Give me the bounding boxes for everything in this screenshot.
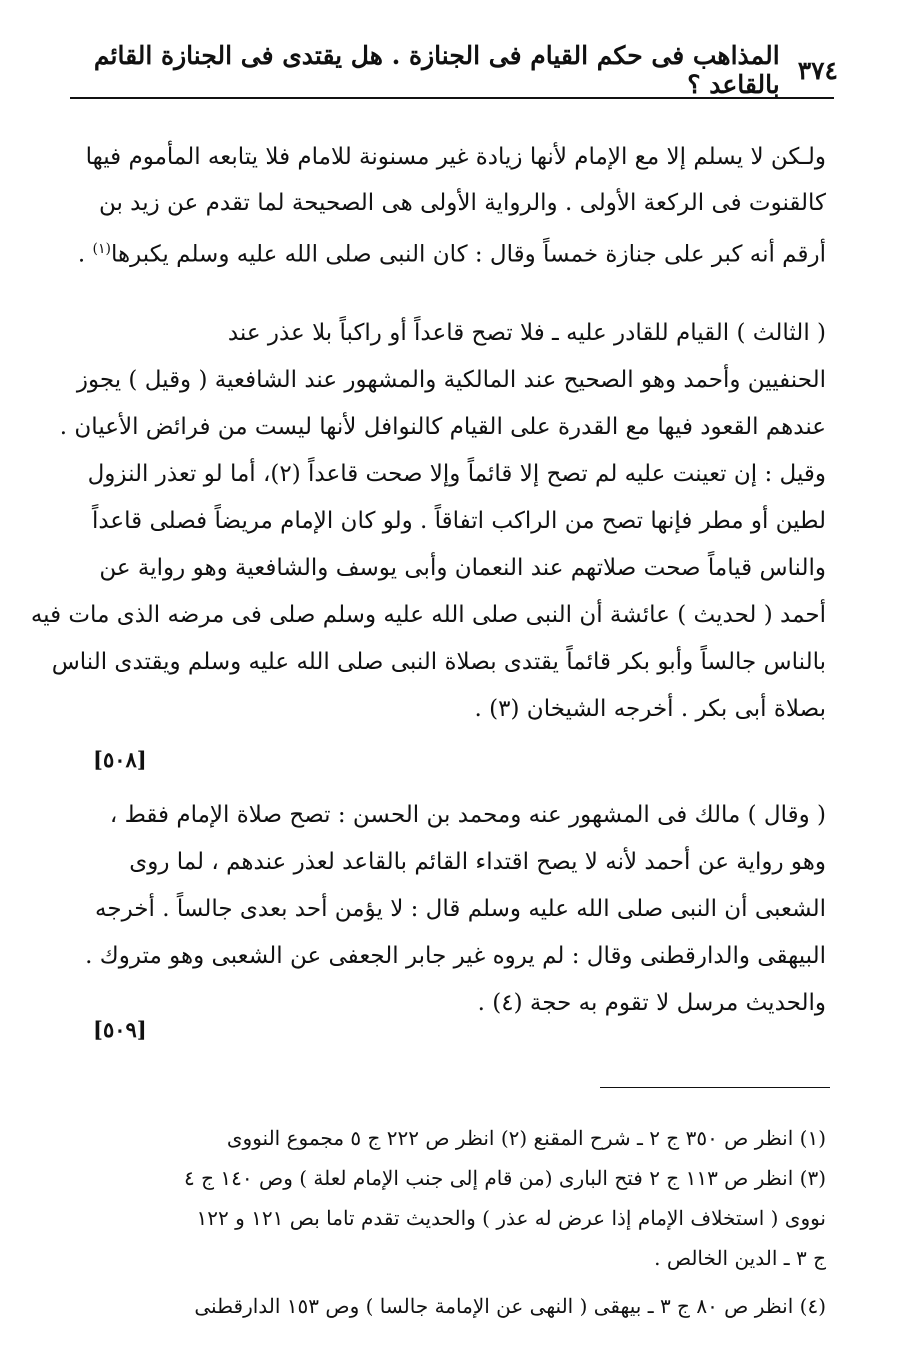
- paragraph-2: [30, 310, 826, 733]
- footnote: ج ٣ ـ الدين الخالص .: [654, 1246, 826, 1270]
- header-title: المذاهب فى حكم القيام فى الجنازة . هل يقتدى فى الجنازة القائم بالقاعد ؟: [93, 41, 780, 99]
- text-line-content: أرقم أنه كبر على جنازة خمساً وقال : كان النبى صلى الله عليه وسلم يكبرها: [110, 241, 826, 268]
- text-line: [77, 226, 826, 278]
- text-line: والحديث مرسل لا تقوم به حجة (٤) .: [477, 990, 826, 1016]
- text-line: والناس قياماً صحت صلاتهم عند النعمان وأبى يوسف والشافعية وهو رواية عن: [99, 555, 826, 581]
- running-header: [78, 41, 838, 99]
- footnote-rule: [600, 1087, 830, 1088]
- text-line: لطين أو مطر فإنها تصح من الراكب اتفاقاً . ولو كان الإمام مريضاً فصلى قاعداً: [91, 508, 826, 534]
- text-line: البيهقى والدارقطنى وقال : لم يروه غير جابر الجعفى عن الشعبى وهو متروك .: [85, 943, 826, 969]
- header-rule: [70, 97, 834, 99]
- text-line: بالناس جالساً وأبو بكر قائماً يقتدى بصلاة النبى صلى الله عليه وسلم ويقتدى الناس: [51, 649, 826, 675]
- text-line: ولـكن لا يسلم إلا مع الإمام لأنها زيادة غير مسنونة للامام فلا يتابعه المأموم فيها: [85, 144, 826, 170]
- text-line: ( وقال ) مالك فى المشهور عنه ومحمد بن الحسن : تصح صلاة الإمام فقط ،: [109, 802, 826, 828]
- text-line: الحنفيين وأحمد وهو الصحيح عند المالكية والمشهور عند الشافعية ( وقيل ) يجوز: [76, 367, 826, 393]
- page-number: ٣٧٤: [797, 55, 838, 85]
- text-line: وقيل : إن تعينت عليه لم تصح إلا قائماً وإلا صحت قاعداً (٢)، أما لو تعذر النزول: [87, 461, 826, 487]
- footnote-ref: (١): [92, 241, 111, 257]
- paragraph-3: [86, 792, 826, 1027]
- paragraph-number: [٥٠٨]: [93, 747, 147, 772]
- footnote: نووى ( استخلاف الإمام إذا عرض له عذر ) والحديث تقدم تاما بص ١٢١ و ١٢٢: [196, 1206, 826, 1230]
- paragraph-number: [٥٠٩]: [93, 1017, 147, 1042]
- text-line: بصلاة أبى بكر . أخرجه الشيخان (٣) .: [474, 696, 826, 722]
- text-line: عندهم القعود فيها مع القدرة على القيام كالنوافل لأنها ليست من فرائض الأعيان .: [59, 414, 826, 440]
- text-line: وهو رواية عن أحمد لأنه لا يصح اقتداء القائم بالقاعد لعذر عندهم ، لما روى: [129, 849, 826, 875]
- text-line: أحمد ( لحديث ) عائشة أن النبى صلى الله عليه وسلم صلى فى مرضه الذى مات فيه: [30, 602, 826, 628]
- footnotes: [86, 1118, 826, 1326]
- footnote: (٤) انظر ص ٨٠ ج ٣ ـ بيهقى ( النهى عن الإمامة جالسا ) وص ١٥٣ الدارقطنى: [194, 1294, 826, 1318]
- text-line: كالقنوت فى الركعة الأولى . والرواية الأولى هى الصحيحة لما تقدم عن زيد بن: [98, 190, 826, 216]
- text-line: الشعبى أن النبى صلى الله عليه وسلم قال : لا يؤمن أحد بعدى جالساً . أخرجه: [95, 896, 826, 922]
- text-line: ( الثالث ) القيام للقادر عليه ـ فلا تصح قاعداً أو راكباً بلا عذر عند: [227, 320, 826, 346]
- paragraph-1: [77, 134, 826, 278]
- footnote: (٣) انظر ص ١١٣ ج ٢ فتح البارى (من قام إلى جنب الإمام لعلة ) وص ١٤٠ ج ٤: [184, 1166, 826, 1190]
- text-line-tail: .: [77, 241, 93, 268]
- footnote: (١) انظر ص ٣٥٠ ج ٢ ـ شرح المقنع (٢) انظر ص ٢٢٢ ج ٥ مجموع النووى: [226, 1126, 826, 1150]
